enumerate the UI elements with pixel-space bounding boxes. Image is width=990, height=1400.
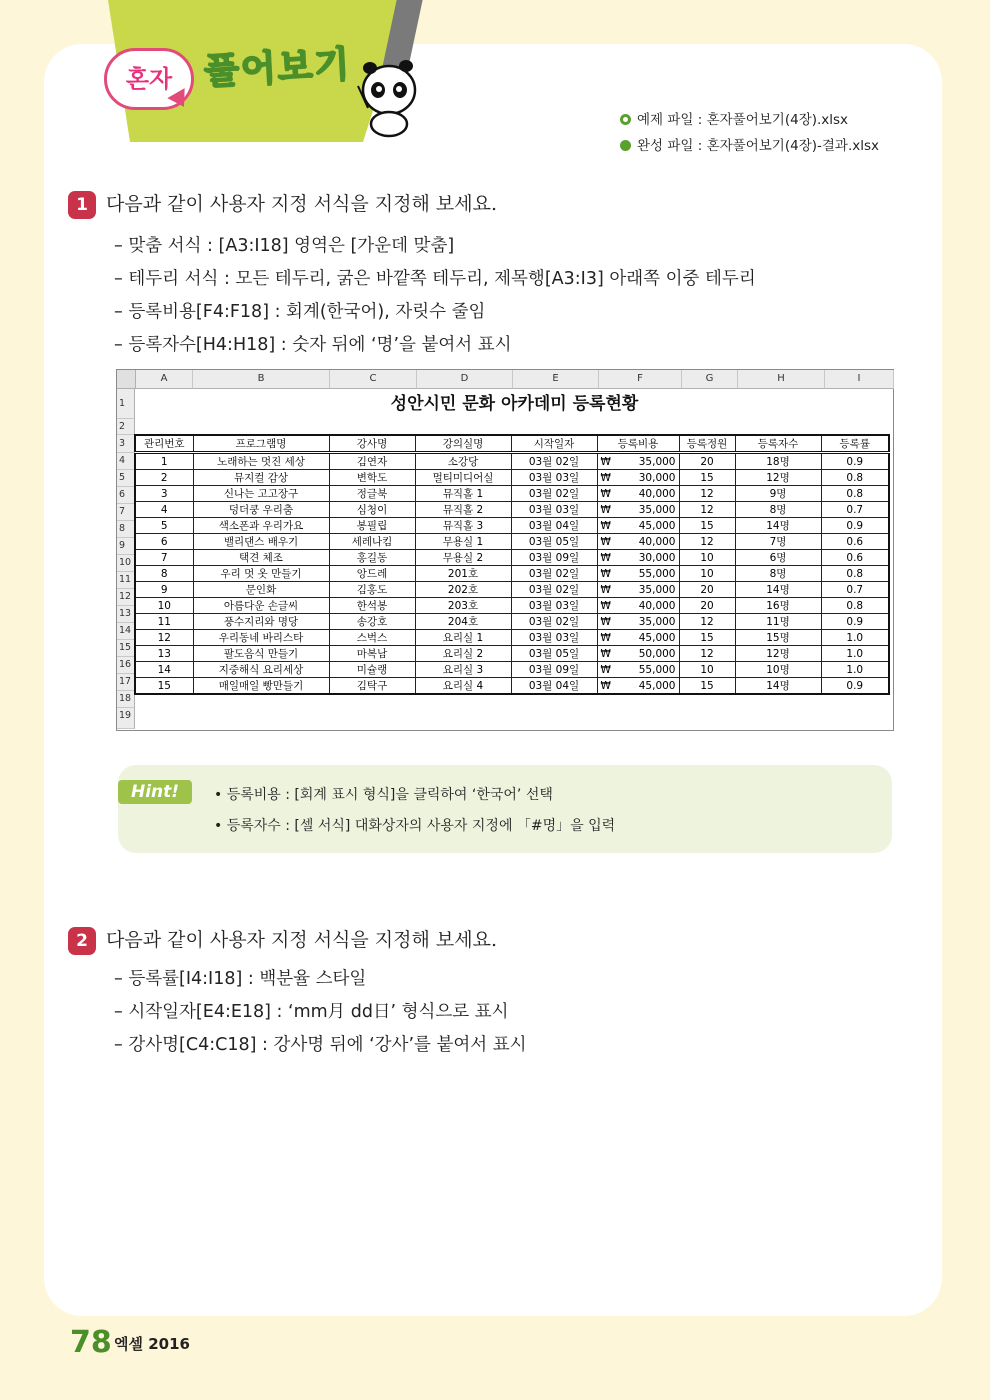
table-cell: 요리실 4	[415, 678, 511, 695]
table-cell: 0.8	[821, 470, 889, 486]
table-cell: 뮤지컬 감상	[193, 470, 329, 486]
table-cell: 택견 체조	[193, 550, 329, 566]
fee-value: 35,000	[638, 503, 676, 516]
row-header: 4	[117, 453, 135, 470]
question-2	[68, 925, 497, 955]
table-cell: 1.0	[821, 630, 889, 646]
question-1	[68, 189, 497, 219]
table-row	[135, 566, 889, 582]
table-cell: 요리실 3	[415, 662, 511, 678]
table-cell: 16명	[735, 598, 821, 614]
hint-box	[118, 765, 892, 853]
table-cell: 소강당	[415, 453, 511, 470]
row-header: 5	[117, 470, 135, 487]
section-title: 풀어보기	[203, 44, 353, 93]
table-cell: 8	[135, 566, 193, 582]
table-header-cell: 강사명	[329, 435, 415, 453]
table-cell: 뮤직홀 3	[415, 518, 511, 534]
table-cell: 03월 09일	[511, 662, 597, 678]
fee-value: 40,000	[638, 535, 676, 548]
table-cell: 03월 03일	[511, 630, 597, 646]
table-cell: 김홍도	[329, 582, 415, 598]
table-cell: 1.0	[821, 662, 889, 678]
table-cell: 매일매일 빵만들기	[193, 678, 329, 695]
table-cell: 03월 03일	[511, 598, 597, 614]
table-cell: 우리동네 바리스타	[193, 630, 329, 646]
fee-value: 35,000	[638, 583, 676, 596]
row-header: 17	[117, 674, 135, 691]
table-cell: 1.0	[821, 646, 889, 662]
table-cell	[597, 453, 679, 470]
table-header-cell: 등록정원	[679, 435, 735, 453]
table-cell: 아름다운 손글씨	[193, 598, 329, 614]
column-header: H	[738, 370, 825, 389]
page-number: 78	[70, 1325, 112, 1360]
table-cell: 13	[135, 646, 193, 662]
table-cell: 7	[135, 550, 193, 566]
row-header: 14	[117, 623, 135, 640]
column-header: B	[193, 370, 330, 389]
table-cell: 20	[679, 453, 735, 470]
table-cell: 03월 04일	[511, 678, 597, 695]
table-cell	[597, 614, 679, 630]
table-row	[135, 502, 889, 518]
table-cell: 한석봉	[329, 598, 415, 614]
table-cell: 12	[679, 502, 735, 518]
table-cell: 요리실 1	[415, 630, 511, 646]
table-cell: 6명	[735, 550, 821, 566]
row-header: 3	[117, 435, 135, 453]
hint-line: • 등록자수 : [셀 서식] 대화상자의 사용자 지정에 「#명」을 입력	[214, 818, 616, 834]
table-row	[135, 598, 889, 614]
table-cell: 5	[135, 518, 193, 534]
column-header: A	[136, 370, 193, 389]
fee-value: 55,000	[638, 663, 676, 676]
table-cell: 0.6	[821, 550, 889, 566]
fee-value: 45,000	[638, 519, 676, 532]
table-cell: 밸리댄스 배우기	[193, 534, 329, 550]
currency-symbol: ₩	[600, 519, 611, 532]
table-cell: 03월 02일	[511, 614, 597, 630]
q2-item: – 등록률[I4:I18] : 백분율 스타일	[114, 969, 367, 989]
row-header: 10	[117, 555, 135, 572]
table-header-cell: 등록률	[821, 435, 889, 453]
table-cell: 14	[135, 662, 193, 678]
fee-value: 35,000	[638, 455, 676, 468]
table-cell: 03월 03일	[511, 502, 597, 518]
table-cell: 15명	[735, 630, 821, 646]
table-cell: 미슐랭	[329, 662, 415, 678]
table-cell: 15	[679, 518, 735, 534]
column-header: F	[599, 370, 682, 389]
row-header: 7	[117, 504, 135, 521]
table-row	[135, 662, 889, 678]
table-cell: 202호	[415, 582, 511, 598]
table-cell: 203호	[415, 598, 511, 614]
table-cell: 20	[679, 582, 735, 598]
table-cell: 12	[679, 646, 735, 662]
table-cell	[597, 550, 679, 566]
table-cell: 무용실 2	[415, 550, 511, 566]
table-header-cell: 등록비용	[597, 435, 679, 453]
table-cell: 앙드레	[329, 566, 415, 582]
table-cell: 0.6	[821, 534, 889, 550]
question-number: 1	[68, 191, 96, 219]
column-header: G	[682, 370, 738, 389]
table-cell: 정글북	[329, 486, 415, 502]
table-header-cell: 강의실명	[415, 435, 511, 453]
table-cell: 15	[679, 678, 735, 695]
table-row	[135, 678, 889, 695]
table-cell: 0.8	[821, 486, 889, 502]
column-header: C	[330, 370, 417, 389]
row-header: 2	[117, 419, 135, 435]
fee-value: 40,000	[638, 599, 676, 612]
fee-value: 30,000	[638, 471, 676, 484]
table-cell: 03월 02일	[511, 582, 597, 598]
column-header: I	[825, 370, 894, 389]
table-cell: 204호	[415, 614, 511, 630]
fee-value: 55,000	[638, 567, 676, 580]
currency-symbol: ₩	[600, 535, 611, 548]
table-cell: 8명	[735, 502, 821, 518]
speech-bubble: 혼자	[104, 48, 194, 110]
table-cell: 11명	[735, 614, 821, 630]
table-cell: 18명	[735, 453, 821, 470]
table-cell: 0.7	[821, 582, 889, 598]
currency-symbol: ₩	[600, 455, 611, 468]
currency-symbol: ₩	[600, 567, 611, 580]
table-cell: 봉필립	[329, 518, 415, 534]
table-row	[135, 582, 889, 598]
table-cell: 덩더쿵 우리춤	[193, 502, 329, 518]
example-file-line: 예제 파일 : 혼자풀어보기(4장).xlsx	[620, 107, 879, 133]
table-cell: 12명	[735, 470, 821, 486]
table-cell: 스벅스	[329, 630, 415, 646]
table-cell	[597, 598, 679, 614]
question-text: 다음과 같이 사용자 지정 서식을 지정해 보세요.	[106, 193, 498, 215]
currency-symbol: ₩	[600, 663, 611, 676]
currency-symbol: ₩	[600, 599, 611, 612]
table-cell: 무용실 1	[415, 534, 511, 550]
currency-symbol: ₩	[600, 631, 611, 644]
table-cell: 11	[135, 614, 193, 630]
table-cell: 김연자	[329, 453, 415, 470]
table-cell: 0.9	[821, 614, 889, 630]
table-cell	[597, 518, 679, 534]
table-cell: 03월 02일	[511, 486, 597, 502]
table-cell: 2	[135, 470, 193, 486]
table-cell: 14명	[735, 518, 821, 534]
table-cell: 10	[679, 566, 735, 582]
table-cell: 지중해식 요리세상	[193, 662, 329, 678]
table-cell: 김탁구	[329, 678, 415, 695]
circle-icon	[620, 114, 631, 125]
table-cell: 12	[679, 614, 735, 630]
fee-value: 40,000	[638, 487, 676, 500]
table-cell: 03월 05일	[511, 534, 597, 550]
panda-mascot-icon	[356, 56, 422, 138]
column-header: D	[417, 370, 513, 389]
row-header: 18	[117, 691, 135, 708]
table-cell: 03월 09일	[511, 550, 597, 566]
table-header-cell: 프로그램명	[193, 435, 329, 453]
table-cell	[597, 470, 679, 486]
row-header: 19	[117, 708, 135, 729]
table-cell: 10	[679, 550, 735, 566]
row-header: 16	[117, 657, 135, 674]
row-header: 8	[117, 521, 135, 538]
table-cell: 15	[679, 470, 735, 486]
currency-symbol: ₩	[600, 471, 611, 484]
table-cell: 심청이	[329, 502, 415, 518]
table-cell	[597, 502, 679, 518]
complete-file-line: 완성 파일 : 혼자풀어보기(4장)-결과.xlsx	[620, 133, 879, 159]
row-header: 6	[117, 487, 135, 504]
file-info	[620, 107, 879, 159]
q1-item: – 등록자수[H4:H18] : 숫자 뒤에 ‘명’을 붙여서 표시	[114, 335, 512, 355]
q1-item: – 테두리 서식 : 모든 테두리, 굵은 바깥쪽 테두리, 제목행[A3:I3] 아래쪽 이중 테두리	[114, 269, 756, 289]
fee-value: 30,000	[638, 551, 676, 564]
data-table	[134, 434, 890, 695]
table-cell	[597, 486, 679, 502]
table-cell: 9명	[735, 486, 821, 502]
table-cell: 0.8	[821, 566, 889, 582]
table-cell	[597, 646, 679, 662]
fee-value: 50,000	[638, 647, 676, 660]
table-cell: 0.7	[821, 502, 889, 518]
table-cell: 12	[135, 630, 193, 646]
table-row	[135, 453, 889, 470]
table-row	[135, 534, 889, 550]
table-cell: 4	[135, 502, 193, 518]
currency-symbol: ₩	[600, 551, 611, 564]
currency-symbol: ₩	[600, 679, 611, 692]
book-title: 엑셀 2016	[114, 1335, 190, 1353]
table-cell: 7명	[735, 534, 821, 550]
table-cell	[597, 678, 679, 695]
q2-item: – 강사명[C4:C18] : 강사명 뒤에 ‘강사’를 붙여서 표시	[114, 1035, 527, 1055]
table-row	[135, 614, 889, 630]
question-text: 다음과 같이 사용자 지정 서식을 지정해 보세요.	[106, 929, 498, 951]
table-cell: 20	[679, 598, 735, 614]
table-cell: 10	[679, 662, 735, 678]
table-row	[135, 470, 889, 486]
table-header-cell: 시작일자	[511, 435, 597, 453]
table-cell: 요리실 2	[415, 646, 511, 662]
currency-symbol: ₩	[600, 503, 611, 516]
table-cell: 14명	[735, 678, 821, 695]
table-cell	[597, 662, 679, 678]
table-cell: 9	[135, 582, 193, 598]
table-cell: 뮤직홀 2	[415, 502, 511, 518]
table-cell	[597, 534, 679, 550]
currency-symbol: ₩	[600, 615, 611, 628]
table-cell: 0.9	[821, 453, 889, 470]
fee-value: 35,000	[638, 615, 676, 628]
hint-tag: Hint!	[118, 780, 192, 804]
table-cell: 0.9	[821, 518, 889, 534]
currency-symbol: ₩	[600, 647, 611, 660]
currency-symbol: ₩	[600, 487, 611, 500]
table-cell: 8명	[735, 566, 821, 582]
table-row	[135, 646, 889, 662]
table-cell: 03월 03일	[511, 470, 597, 486]
table-cell: 마복남	[329, 646, 415, 662]
table-cell: 03월 05일	[511, 646, 597, 662]
table-cell: 1	[135, 453, 193, 470]
question-number: 2	[68, 927, 96, 955]
table-header-cell: 등록자수	[735, 435, 821, 453]
table-cell: 변학도	[329, 470, 415, 486]
sheet-title: 성안시민 문화 아카데미 등록현황	[390, 394, 639, 414]
row-header: 15	[117, 640, 135, 657]
table-cell	[597, 582, 679, 598]
table-cell: 10	[135, 598, 193, 614]
table-cell: 뮤직홀 1	[415, 486, 511, 502]
row-header: 12	[117, 589, 135, 606]
row-header: 11	[117, 572, 135, 589]
table-cell: 12	[679, 534, 735, 550]
select-all-corner	[117, 370, 136, 389]
table-cell	[597, 566, 679, 582]
table-cell: 201호	[415, 566, 511, 582]
fee-value: 45,000	[638, 631, 676, 644]
table-cell: 03월 02일	[511, 453, 597, 470]
table-cell: 세레나킴	[329, 534, 415, 550]
table-cell: 15	[135, 678, 193, 695]
table-cell: 12명	[735, 646, 821, 662]
hint-line: • 등록비용 : [회계 표시 형식]을 클릭하여 ‘한국어’ 선택	[214, 787, 553, 803]
q2-item: – 시작일자[E4:E18] : ‘mm月 dd日’ 형식으로 표시	[114, 1002, 509, 1022]
table-header-cell: 관리번호	[135, 435, 193, 453]
table-cell: 풍수지리와 명당	[193, 614, 329, 630]
table-cell: 홍길동	[329, 550, 415, 566]
table-cell: 신나는 고고장구	[193, 486, 329, 502]
table-header-row	[135, 435, 889, 453]
table-cell: 우리 멋 옷 만들기	[193, 566, 329, 582]
row-header: 9	[117, 538, 135, 555]
table-cell	[597, 630, 679, 646]
currency-symbol: ₩	[600, 583, 611, 596]
table-cell: 멀티미디어실	[415, 470, 511, 486]
table-cell: 문인화	[193, 582, 329, 598]
q1-item: – 등록비용[F4:F18] : 회계(한국어), 자릿수 줄임	[114, 302, 486, 322]
table-row	[135, 630, 889, 646]
table-cell: 팔도음식 만들기	[193, 646, 329, 662]
filled-circle-icon	[620, 140, 631, 151]
table-cell: 6	[135, 534, 193, 550]
table-cell: 0.9	[821, 678, 889, 695]
table-cell: 3	[135, 486, 193, 502]
table-cell: 15	[679, 630, 735, 646]
table-cell: 12	[679, 486, 735, 502]
table-cell: 0.8	[821, 598, 889, 614]
table-cell: 노래하는 멋진 세상	[193, 453, 329, 470]
row-header: 1	[117, 389, 135, 419]
table-cell: 03월 02일	[511, 566, 597, 582]
table-row	[135, 518, 889, 534]
row-header: 13	[117, 606, 135, 623]
table-cell: 색소폰과 우리가요	[193, 518, 329, 534]
table-cell: 10명	[735, 662, 821, 678]
table-cell: 송강호	[329, 614, 415, 630]
q1-item: – 맞춤 서식 : [A3:I18] 영역은 [가운데 맞춤]	[114, 236, 455, 256]
table-row	[135, 550, 889, 566]
table-cell: 14명	[735, 582, 821, 598]
fee-value: 45,000	[638, 679, 676, 692]
table-cell: 03월 04일	[511, 518, 597, 534]
column-header: E	[513, 370, 599, 389]
table-row	[135, 486, 889, 502]
